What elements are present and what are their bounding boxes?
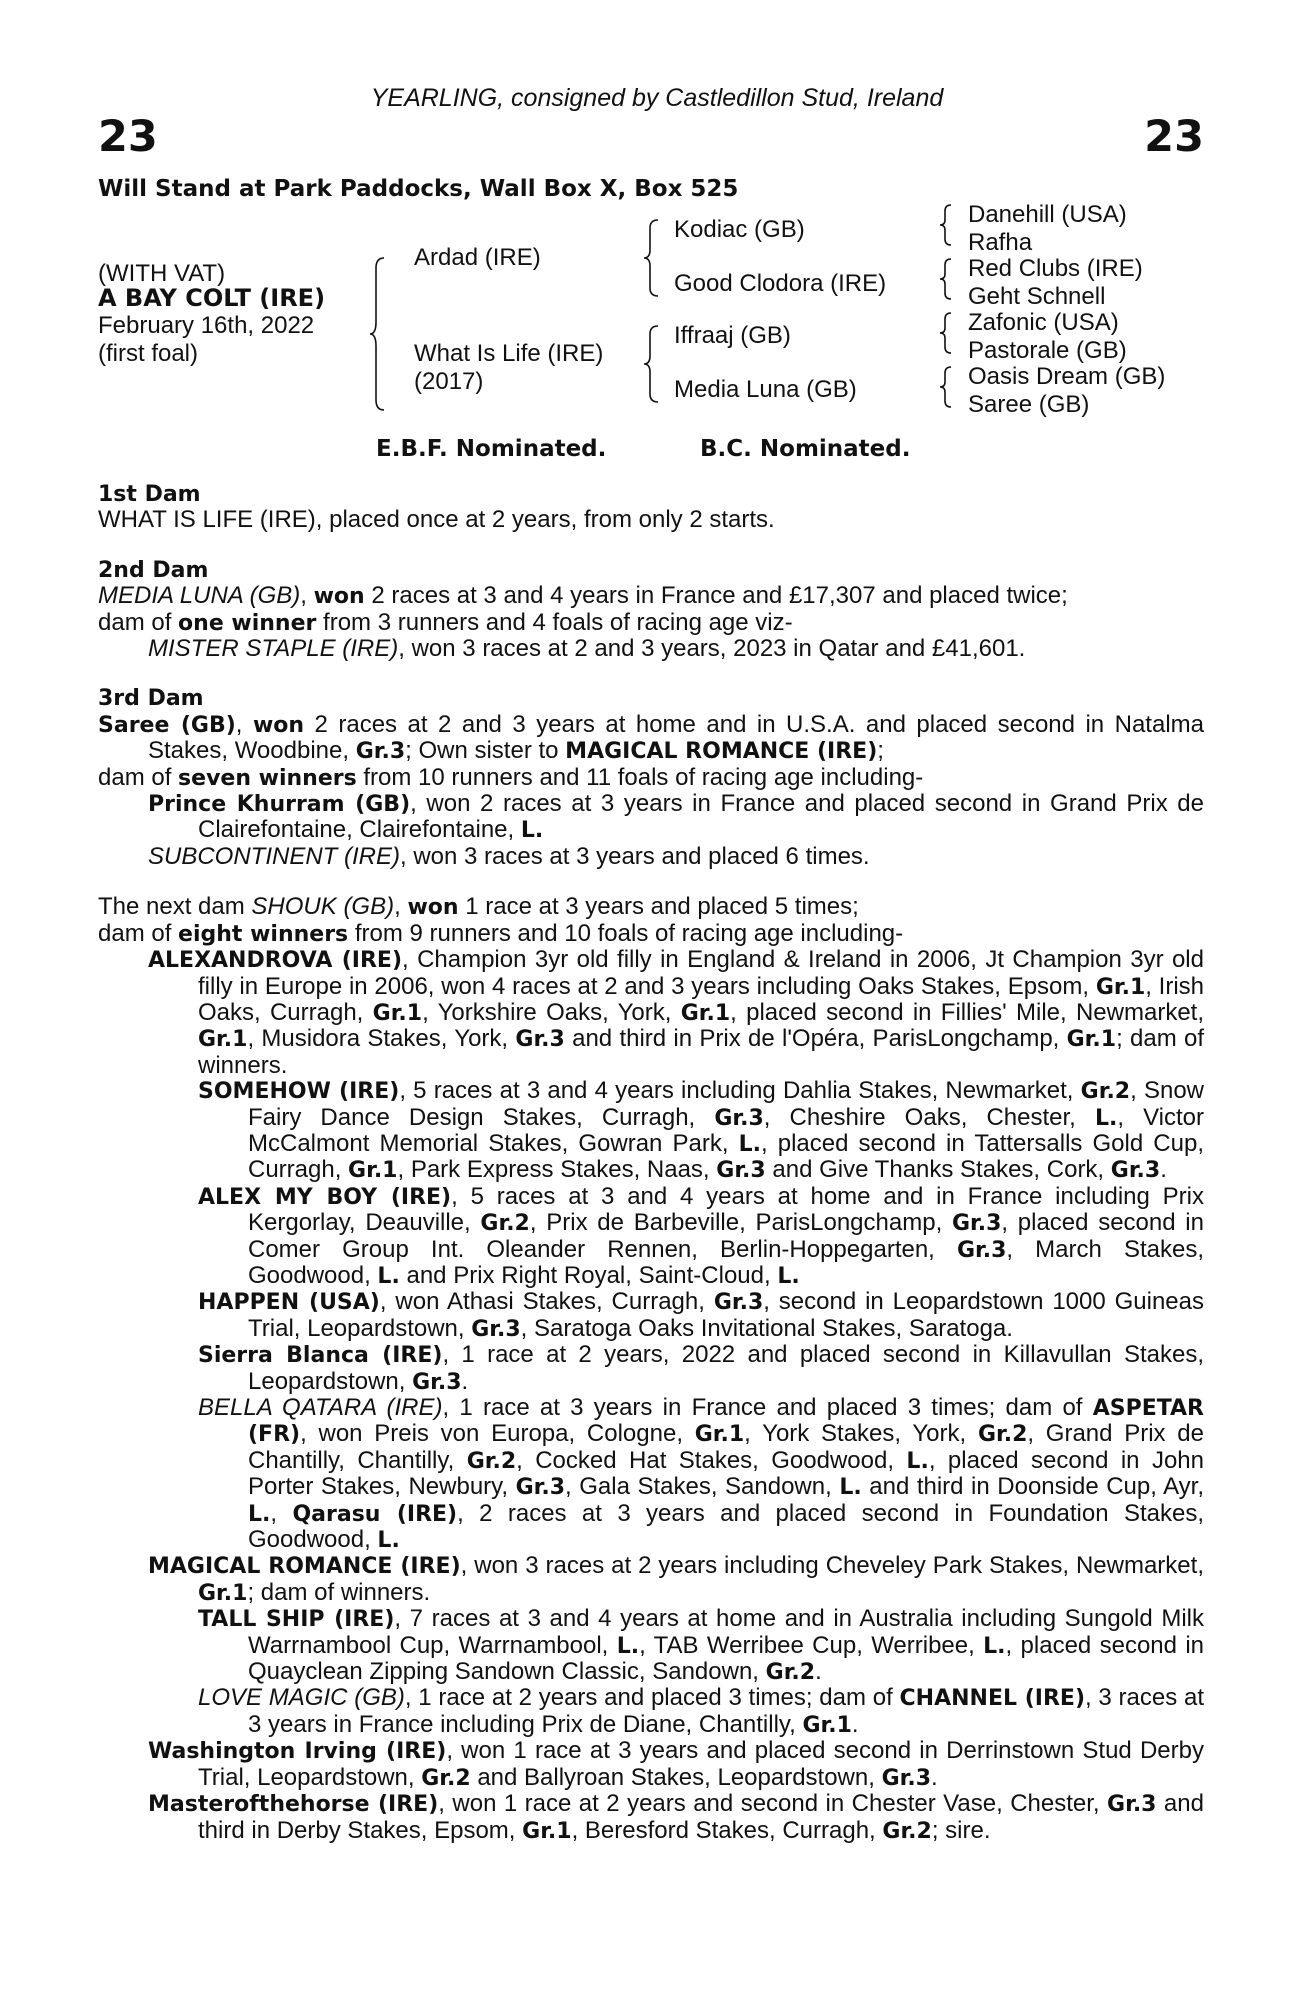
bold-text: L. bbox=[983, 1633, 1006, 1659]
bold-text: Gr.3 bbox=[515, 1027, 565, 1053]
pedigree-entry bbox=[98, 1606, 1204, 1685]
bold-text: Gr.3 bbox=[713, 1290, 764, 1316]
text-run: and Prix Right Royal, Saint-Cloud, bbox=[399, 1261, 778, 1289]
pedigree-entry bbox=[98, 507, 1204, 532]
pedigree-ddd: Saree (GB) bbox=[968, 391, 1090, 418]
bold-text: Gr.3 bbox=[1110, 1158, 1161, 1184]
pedigree-entry bbox=[98, 844, 1204, 869]
pedigree-section bbox=[98, 894, 1204, 1844]
pedigree-entry bbox=[98, 1738, 1204, 1791]
lot-name: A BAY COLT (IRE) bbox=[98, 284, 326, 312]
bold-text: Gr.1 bbox=[522, 1818, 572, 1844]
bold-text: L. bbox=[777, 1263, 800, 1289]
bold-text: L. bbox=[1094, 1105, 1118, 1131]
text-run: . bbox=[815, 1658, 822, 1686]
text-run: , Gala Stakes, Sandown, bbox=[565, 1473, 840, 1501]
text-run: from 10 runners and 11 foals of racing age including- bbox=[356, 763, 924, 791]
pedigree-sdd: Geht Schnell bbox=[968, 283, 1106, 310]
text-run: , York Stakes, York, bbox=[744, 1420, 978, 1448]
bold-text: Gr.3 bbox=[412, 1369, 462, 1395]
bold-text: L. bbox=[616, 1633, 640, 1659]
pedigree-section bbox=[98, 558, 1204, 662]
text-run: and third in Doonside Cup, Ayr, bbox=[861, 1473, 1205, 1501]
text-run: , bbox=[235, 710, 253, 738]
text-run: , Beresford Stakes, Curragh, bbox=[571, 1816, 883, 1844]
pedigree-dss: Zafonic (USA) bbox=[968, 309, 1119, 336]
pedigree-entry bbox=[98, 583, 1204, 609]
bold-text: Gr.2 bbox=[765, 1660, 816, 1686]
italic-text: BELLA QATARA (IRE) bbox=[198, 1394, 443, 1421]
text-run: , 1 race at 2 years and placed 3 times; dam of bbox=[404, 1684, 900, 1712]
bold-text: SOMEHOW (IRE) bbox=[198, 1079, 400, 1105]
bracket-gen1 bbox=[368, 256, 388, 412]
bold-text: CHANNEL (IRE) bbox=[899, 1686, 1085, 1712]
text-run: , TAB Werribee Cup, Werribee, bbox=[639, 1631, 984, 1659]
text-run: , won 3 races at 2 years including Cheveley Park Stakes, Newmarket, bbox=[460, 1552, 1204, 1580]
bold-text: Gr.1 bbox=[1095, 974, 1146, 1000]
bold-text: eight winners bbox=[178, 921, 349, 947]
bold-text: L. bbox=[520, 818, 544, 844]
text-run: , placed second in Comer Group Int. Oleander Rennen, Berlin-Hoppegarten, bbox=[248, 1209, 1204, 1263]
bold-text: Gr.2 bbox=[1080, 1079, 1131, 1105]
vat-note: (WITH VAT) bbox=[98, 260, 226, 287]
pedigree-entry bbox=[98, 712, 1204, 765]
text-run: , 5 races at 3 and 4 years at home and in France including Prix Kergorlay, Deauville, bbox=[248, 1182, 1205, 1237]
text-run: , 5 races at 3 and 4 years including Dahlia Stakes, Newmarket, bbox=[399, 1077, 1081, 1105]
pedigree-sss: Danehill (USA) bbox=[968, 201, 1127, 228]
bold-text: HAPPEN (USA) bbox=[198, 1290, 380, 1316]
pedigree-entry bbox=[98, 921, 1204, 947]
bold-text: won bbox=[252, 712, 305, 738]
bracket-ds bbox=[938, 311, 954, 355]
bold-text: Gr.3 bbox=[355, 739, 406, 765]
text-run: , placed second in John Porter Stakes, Newbury, bbox=[248, 1446, 1204, 1501]
bold-text: Gr.3 bbox=[881, 1765, 932, 1791]
bracket-dd bbox=[938, 365, 954, 409]
pedigree-entry bbox=[98, 610, 1204, 636]
bc-nominated: B.C. Nominated. bbox=[700, 436, 911, 462]
pedigree-entry bbox=[98, 1078, 1204, 1184]
pedigree-dam-sire: Iffraaj (GB) bbox=[674, 322, 791, 349]
text-run: , Saratoga Oaks Invitational Stakes, Saratoga. bbox=[520, 1314, 1013, 1342]
text-run: , March Stakes, Goodwood, bbox=[248, 1235, 1204, 1289]
text-run: , placed second in Fillies' Mile, Newmarket, bbox=[730, 998, 1205, 1026]
bold-text: Gr.1 bbox=[1066, 1027, 1117, 1053]
catalogue-body bbox=[98, 482, 1204, 1844]
text-run: . bbox=[851, 1710, 859, 1738]
text-run: . bbox=[1160, 1156, 1167, 1184]
text-run: and third in Prix de l'Opéra, ParisLongchamp, bbox=[564, 1025, 1067, 1053]
text-run: , won 1 race at 3 years and placed second in Derrinstown Stud Derby Trial, Leopardstown, bbox=[198, 1737, 1204, 1791]
bold-text: TALL SHIP (IRE) bbox=[198, 1607, 395, 1633]
bold-text: L. bbox=[377, 1263, 400, 1289]
bold-text: Gr.3 bbox=[1107, 1792, 1157, 1818]
text-run: and third in Derby Stakes, Epsom, bbox=[198, 1790, 1204, 1844]
bold-text: Gr.3 bbox=[471, 1316, 521, 1342]
bold-text: Gr.2 bbox=[882, 1818, 932, 1844]
text-run: 2 races at 3 and 4 years in France and £17,307 and placed twice; bbox=[364, 582, 1068, 610]
bold-text: Gr.1 bbox=[694, 1422, 745, 1448]
text-run: The next dam bbox=[98, 893, 252, 921]
pedigree-section bbox=[98, 482, 1204, 533]
bold-text: seven winners bbox=[178, 765, 357, 791]
text-run: , Park Express Stakes, Naas, bbox=[397, 1156, 717, 1184]
pedigree-entry bbox=[98, 1395, 1204, 1553]
bracket-ss bbox=[938, 203, 954, 247]
italic-text: SHOUK (GB) bbox=[251, 893, 395, 921]
bold-text: ALEXANDROVA (IRE) bbox=[148, 948, 402, 974]
text-run: , won 3 races at 3 years and placed 6 times. bbox=[400, 842, 870, 870]
text-run: , won 2 races at 3 years in France and placed second in Grand Prix de Clairefontaine, Clairefontaine, bbox=[198, 790, 1204, 844]
italic-text: SUBCONTINENT (IRE) bbox=[148, 842, 400, 870]
pedigree-entry bbox=[98, 1553, 1204, 1606]
pedigree-section bbox=[98, 686, 1204, 869]
pedigree-dam: What Is Life (IRE) bbox=[414, 340, 604, 367]
section-heading: 1st Dam bbox=[98, 482, 201, 507]
bold-text: one winner bbox=[178, 610, 317, 636]
section-heading: 2nd Dam bbox=[98, 557, 209, 583]
lot-number-right: 23 bbox=[1144, 112, 1204, 162]
pedigree-entry bbox=[98, 791, 1204, 844]
italic-text: LOVE MAGIC (GB) bbox=[198, 1684, 405, 1712]
bold-text: L. bbox=[377, 1528, 400, 1554]
text-run: from 9 runners and 10 foals of racing age including- bbox=[348, 919, 904, 947]
consignor-header: YEARLING, consigned by Castledillon Stud, Ireland bbox=[370, 84, 944, 112]
pedigree-entry bbox=[98, 1289, 1204, 1342]
bold-text: Sierra Blanca (IRE) bbox=[198, 1343, 443, 1369]
text-run: , 3 races at 3 years in France including Prix de Diane, Chantilly, bbox=[248, 1684, 1204, 1738]
text-run: , 1 race at 3 years in France and placed 3 times; dam of bbox=[442, 1394, 1093, 1421]
bold-text: L. bbox=[906, 1448, 929, 1474]
text-run: dam of bbox=[98, 919, 179, 947]
text-run: , Cocked Hat Stakes, Goodwood, bbox=[516, 1446, 907, 1474]
text-run: , bbox=[270, 1499, 293, 1527]
ebf-nominated: E.B.F. Nominated. bbox=[376, 436, 607, 462]
bold-text: ASPETAR (FR) bbox=[248, 1396, 1204, 1448]
bold-text: Gr.2 bbox=[466, 1448, 517, 1474]
bracket-dam bbox=[642, 324, 662, 406]
stand-location: Will Stand at Park Paddocks, Wall Box X, Box 525 bbox=[98, 176, 739, 202]
pedigree-entry bbox=[98, 1184, 1204, 1290]
text-run: and Ballyroan Stakes, Leopardstown, bbox=[470, 1763, 882, 1791]
pedigree-entry bbox=[98, 1685, 1204, 1738]
bold-text: Prince Khurram (GB) bbox=[148, 792, 411, 818]
text-run: and Give Thanks Stakes, Cork, bbox=[765, 1156, 1111, 1184]
foal-note: (first foal) bbox=[98, 340, 199, 367]
bold-text: Gr.1 bbox=[372, 1000, 423, 1026]
pedigree-entry bbox=[98, 1791, 1204, 1844]
pedigree-sire: Ardad (IRE) bbox=[414, 244, 541, 271]
bold-text: Gr.1 bbox=[198, 1580, 248, 1606]
pedigree-sds: Red Clubs (IRE) bbox=[968, 255, 1143, 282]
pedigree-entry bbox=[98, 1342, 1204, 1395]
text-run: ; bbox=[877, 737, 884, 765]
section-heading: 3rd Dam bbox=[98, 686, 204, 712]
bold-text: Gr.2 bbox=[421, 1765, 471, 1791]
pedigree-dam-year: (2017) bbox=[414, 368, 484, 395]
pedigree-ssd: Rafha bbox=[968, 229, 1033, 256]
text-run: ; dam of winners. bbox=[198, 1025, 1205, 1079]
text-run: , won Preis von Europa, Cologne, bbox=[300, 1420, 695, 1448]
text-run: , Musidora Stakes, York, bbox=[247, 1025, 516, 1053]
bold-text: MAGICAL ROMANCE (IRE) bbox=[565, 739, 878, 765]
bold-text: Gr.1 bbox=[680, 1000, 731, 1026]
bold-text: Masterofthehorse (IRE) bbox=[148, 1792, 439, 1818]
text-run: ; Own sister to bbox=[405, 737, 566, 765]
text-run: , Yorkshire Oaks, York, bbox=[422, 998, 681, 1026]
text-run: . bbox=[931, 1763, 938, 1791]
text-run: dam of bbox=[98, 608, 179, 636]
pedigree-sire-dam: Good Clodora (IRE) bbox=[674, 270, 887, 297]
bold-text: L. bbox=[839, 1475, 862, 1501]
text-run: , Victor McCalmont Memorial Stakes, Gowran Park, bbox=[248, 1103, 1205, 1157]
bold-text: Gr.1 bbox=[348, 1158, 398, 1184]
pedigree-entry bbox=[98, 947, 1204, 1078]
bold-text: Gr.1 bbox=[802, 1712, 852, 1738]
italic-text: MEDIA LUNA (GB) bbox=[98, 582, 301, 610]
bold-text: Qarasu (IRE) bbox=[292, 1501, 458, 1527]
bracket-sire bbox=[642, 218, 662, 300]
text-run: , Champion 3yr old filly in England & Ireland in 2006, Jt Champion 3yr old filly in Europe in 2006, won 4 races at 2 and 3 years including Oaks Stakes, Epsom, bbox=[198, 946, 1204, 1000]
text-run: , bbox=[394, 893, 408, 921]
bold-text: Washington Irving (IRE) bbox=[148, 1739, 447, 1765]
text-run: , Grand Prix de Chantilly, Chantilly, bbox=[248, 1420, 1204, 1474]
bold-text: MAGICAL ROMANCE (IRE) bbox=[148, 1554, 461, 1580]
pedigree-entry bbox=[98, 765, 1204, 791]
text-run: 1 race at 3 years and placed 5 times; bbox=[458, 893, 859, 921]
lot-number-left: 23 bbox=[98, 112, 158, 162]
text-run: , Prix de Barbeville, ParisLongchamp, bbox=[529, 1209, 952, 1237]
bold-text: L. bbox=[738, 1131, 761, 1157]
text-run: dam of bbox=[98, 763, 179, 791]
text-run: , bbox=[300, 582, 314, 610]
bold-text: L. bbox=[248, 1501, 271, 1527]
text-run: , 7 races at 3 and 4 years at home and in Australia including Sungold Milk Warrnambool Cup, Warrnambool, bbox=[248, 1605, 1204, 1659]
text-run: , 1 race at 2 years, 2022 and placed second in Killavullan Stakes, Leopardstown, bbox=[248, 1341, 1204, 1395]
text-run: , won Athasi Stakes, Curragh, bbox=[379, 1288, 714, 1316]
pedigree-dam-dam: Media Luna (GB) bbox=[674, 376, 857, 403]
text-run: , Snow Fairy Dance Design Stakes, Curragh, bbox=[248, 1077, 1205, 1131]
text-run: , 2 races at 3 years and placed second in Foundation Stakes, Goodwood, bbox=[248, 1499, 1204, 1554]
text-run: , placed second in Quayclean Zipping Sandown Classic, Sandown, bbox=[248, 1631, 1205, 1686]
bracket-sd bbox=[938, 257, 954, 301]
text-run: . bbox=[461, 1367, 469, 1395]
text-run: , won 3 races at 2 and 3 years, 2023 in Qatar and £41,601. bbox=[398, 635, 1026, 663]
text-run: from 3 runners and 4 foals of racing age viz- bbox=[316, 608, 793, 636]
bold-text: won bbox=[407, 895, 459, 921]
bold-text: Gr.3 bbox=[956, 1237, 1007, 1263]
text-run: , won 1 race at 2 years and second in Chester Vase, Chester, bbox=[438, 1790, 1108, 1818]
text-run: ; dam of winners. bbox=[247, 1578, 431, 1606]
text-run: , placed second in Tattersalls Gold Cup, Curragh, bbox=[248, 1129, 1204, 1184]
text-run: , Cheshire Oaks, Chester, bbox=[763, 1103, 1095, 1131]
text-run: , second in Leopardstown 1000 Guineas Trial, Leopardstown, bbox=[248, 1288, 1204, 1342]
bold-text: Gr.3 bbox=[716, 1158, 766, 1184]
text-run: 2 races at 2 and 3 years at home and in U.S.A. and placed second in Natalma Stakes, Woodbine, bbox=[148, 710, 1204, 765]
bold-text: Saree (GB) bbox=[98, 712, 236, 738]
bold-text: Gr.3 bbox=[515, 1475, 566, 1501]
bold-text: Gr.2 bbox=[977, 1422, 1028, 1448]
bold-text: Gr.3 bbox=[951, 1211, 1002, 1237]
pedigree-sire-sire: Kodiac (GB) bbox=[674, 216, 805, 243]
pedigree-entry bbox=[98, 636, 1204, 661]
pedigree-entry bbox=[98, 894, 1204, 920]
foaling-date: February 16th, 2022 bbox=[98, 312, 315, 339]
pedigree-dds: Oasis Dream (GB) bbox=[968, 363, 1166, 390]
bold-text: ALEX MY BOY (IRE) bbox=[198, 1184, 452, 1210]
bold-text: Gr.3 bbox=[714, 1105, 764, 1131]
italic-text: MISTER STAPLE (IRE) bbox=[148, 635, 399, 663]
pedigree-dsd: Pastorale (GB) bbox=[968, 337, 1127, 364]
text-run: , Irish Oaks, Curragh, bbox=[198, 972, 1205, 1026]
bold-text: Gr.2 bbox=[480, 1211, 530, 1237]
bold-text: Gr.1 bbox=[198, 1027, 248, 1053]
bold-text: won bbox=[313, 584, 365, 610]
text-run: ; sire. bbox=[931, 1816, 991, 1844]
text-run: WHAT IS LIFE (IRE), placed once at 2 years, from only 2 starts. bbox=[98, 506, 775, 534]
